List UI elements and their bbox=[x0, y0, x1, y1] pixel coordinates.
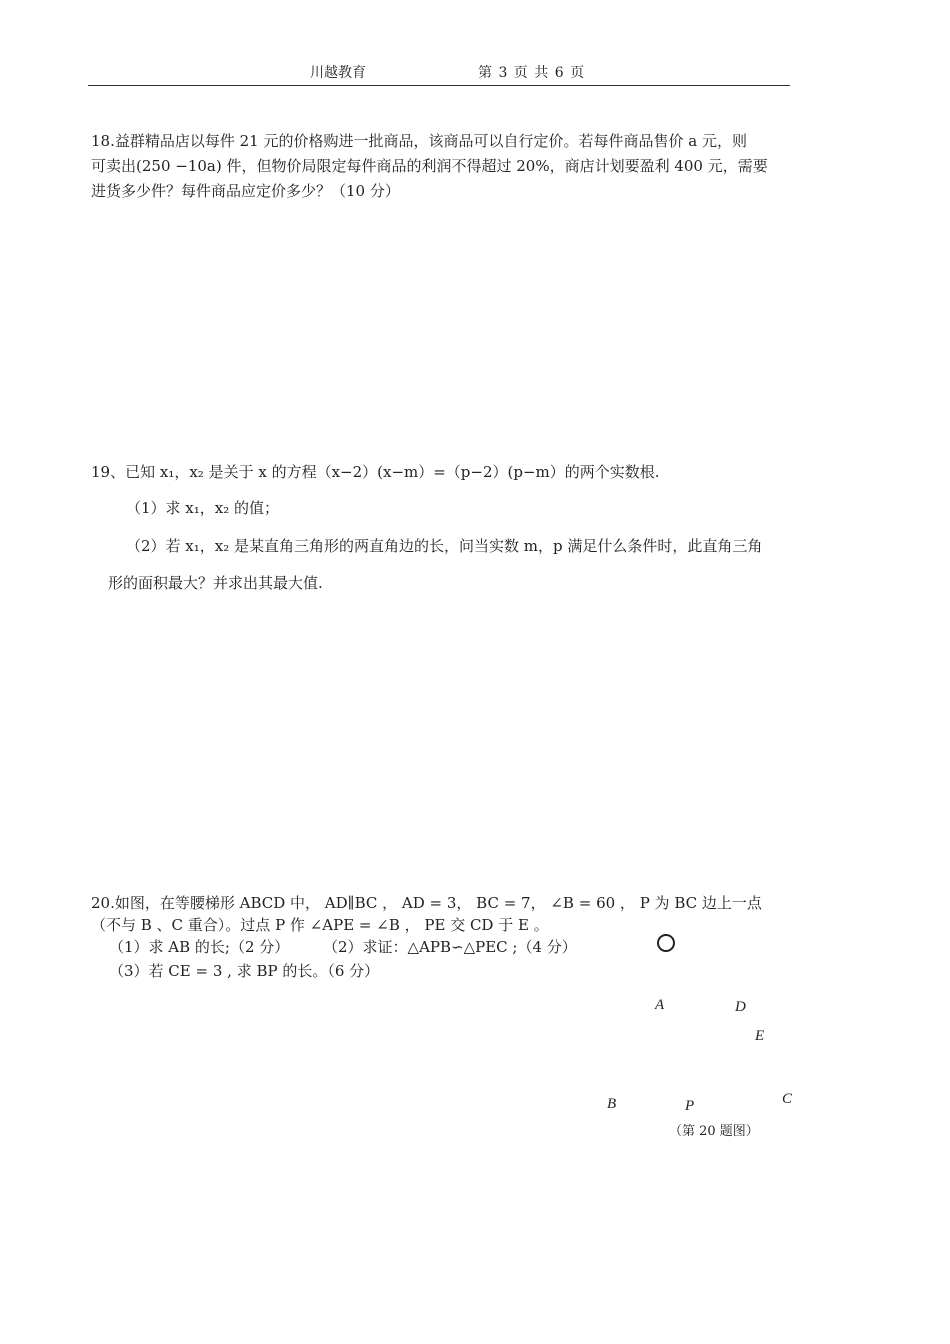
circle-icon bbox=[657, 934, 675, 952]
q20-part1: （1）求 AB 的长;（2 分） bbox=[109, 938, 290, 956]
figure-label-p: P bbox=[685, 1098, 695, 1114]
header-page-info: 第 3 页 共 6 页 bbox=[478, 65, 586, 81]
figure-label-c: C bbox=[782, 1091, 793, 1107]
figure-label-b: B bbox=[607, 1096, 617, 1112]
q20-line2: （不与 B 、C 重合）。过点 P 作 ∠APE = ∠B ， PE 交 CD 于 E 。 bbox=[91, 916, 549, 934]
header-school: 川越教育 bbox=[310, 65, 366, 81]
figure-caption: （第 20 题图） bbox=[669, 1124, 759, 1139]
q18-line2: 可卖出(250 −10a) 件，但物价局限定每件商品的利润不得超过 20%，商店计划要盈利 400 元，需要 bbox=[91, 157, 768, 175]
figure-label-a: A bbox=[655, 997, 665, 1013]
q19-part1: （1）求 x₁，x₂ 的值； bbox=[126, 499, 280, 517]
q18-line3: 进货多少件？每件商品应定价多少？（10 分） bbox=[91, 182, 400, 200]
figure-label-e: E bbox=[755, 1028, 765, 1044]
q19-part2-cont: 形的面积最大？并求出其最大值. bbox=[108, 574, 323, 592]
q20-part2: （2）求证：△APB∽△PEC ;（4 分） bbox=[323, 938, 577, 956]
header-divider bbox=[88, 85, 790, 86]
figure-label-d: D bbox=[735, 999, 746, 1015]
q19-part2: （2）若 x₁，x₂ 是某直角三角形的两直角边的长，问当实数 m，p 满足什么条件时，此直角三角 bbox=[126, 537, 763, 555]
q19-line1: 19、已知 x₁，x₂ 是关于 x 的方程（x−2）(x−m）=（p−2）(p−m）的两个实数根. bbox=[91, 463, 660, 481]
q18-line1: 18.益群精品店以每件 21 元的价格购进一批商品，该商品可以自行定价。若每件商品售价 a 元，则 bbox=[91, 132, 747, 150]
q20-part3: （3）若 CE = 3 , 求 BP 的长。（6 分） bbox=[109, 962, 380, 980]
q20-line1: 20.如图，在等腰梯形 ABCD 中， AD∥BC ， AD = 3， BC = 7， ∠B = 60 ， P 为 BC 边上一点 bbox=[91, 894, 762, 912]
